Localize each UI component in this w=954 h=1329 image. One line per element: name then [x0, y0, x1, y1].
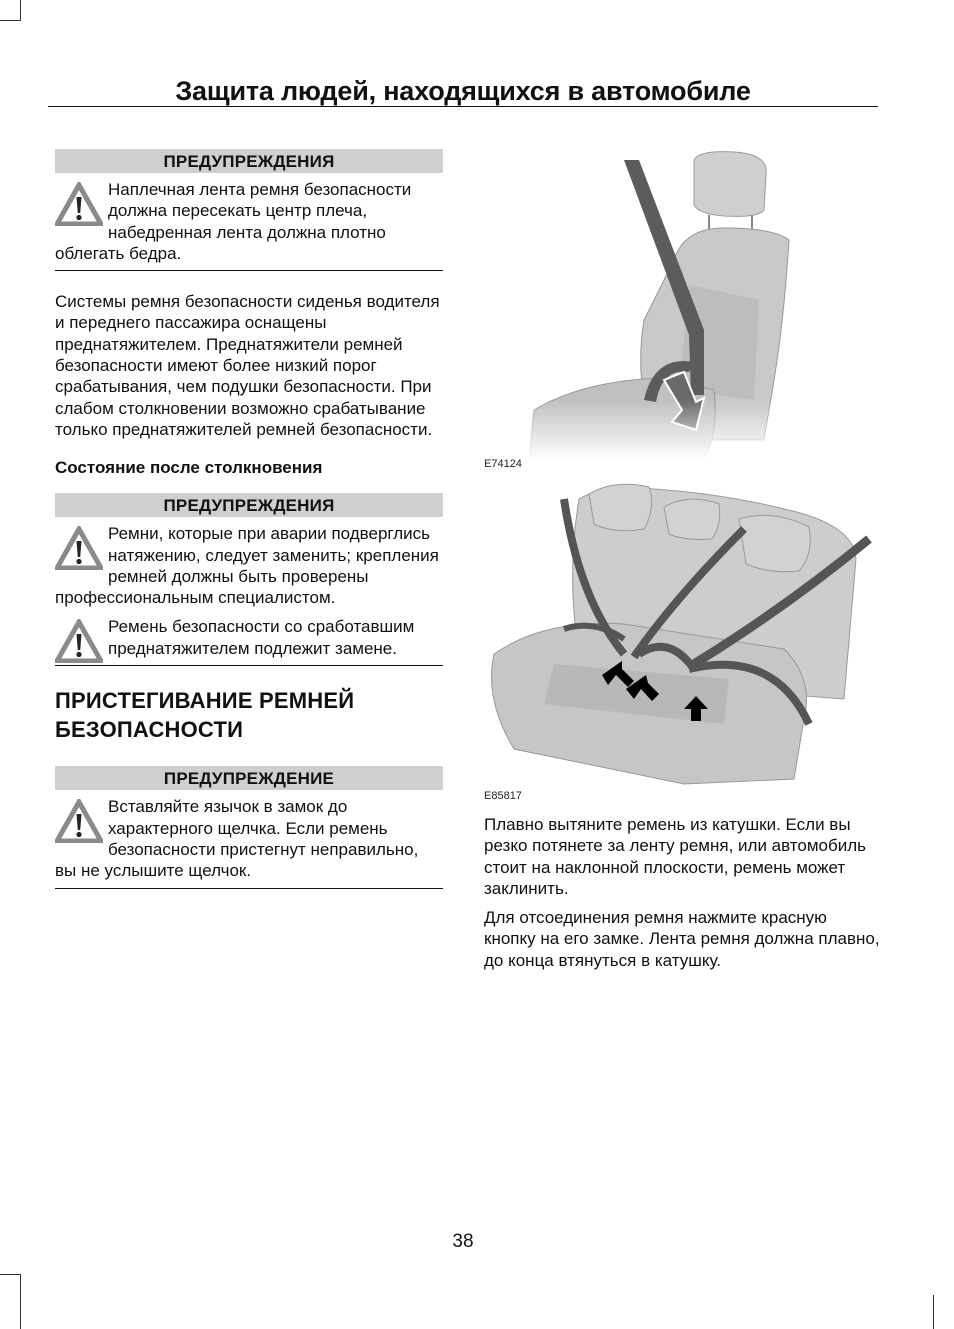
warning-text: Ремень безопасности со сработавшим преднатяжителем подлежит замене.: [108, 617, 415, 658]
warning-heading: ПРЕДУПРЕЖДЕНИЯ: [55, 149, 443, 173]
warning-triangle-icon: [55, 526, 103, 570]
crop-mark-top-left-v: [20, 0, 21, 20]
section-title: ПРИСТЕГИВАНИЕ РЕМНЕЙ БЕЗОПАСНОСТИ: [55, 688, 355, 743]
warning-triangle-icon: [55, 799, 103, 843]
figure-code: E74124: [484, 458, 522, 470]
warning-item: [55, 179, 443, 264]
warning-triangle-icon: [55, 619, 103, 663]
paragraph: Системы ремня безопасности сиденья водителя и переднего пассажира оснащены преднатяжителем. Преднатяжители ремней безопасности имеют более низкий порог срабатывания, чем подушки безопасности. При слабом столкновении возможно срабатывание только преднатяжителей ремней безопасности.: [55, 292, 440, 439]
warning-block: [55, 149, 443, 271]
front-seat-illustration: [484, 140, 880, 460]
warning-text: Вставляйте язычок в замок до характерного щелчка. Если ремень безопасности пристегнут неправильно, вы не услышите щелчок.: [55, 797, 419, 881]
crop-mark-bottom-right-v: [933, 1295, 934, 1329]
warning-heading: ПРЕДУПРЕЖДЕНИЯ: [55, 493, 443, 517]
warning-item: [55, 616, 443, 663]
page-number: 38: [452, 1231, 474, 1252]
paragraph: Плавно вытяните ремень из катушки. Если вы резко потянете за ленту ремня, или автомобиль стоит на наклонной плоскости, ремень может заклинить.: [484, 815, 866, 898]
figure-front-seat: [484, 140, 880, 473]
warning-text: Наплечная лента ремня безопасности должна пересекать центр плеча, набедренная лента должна плотно облегать бедра.: [55, 180, 412, 263]
warning-block: [55, 493, 443, 666]
title-rule: [48, 106, 878, 107]
warning-triangle-icon: [55, 182, 103, 226]
warning-text: Ремни, которые при аварии подверглись натяжению, следует заменить; крепления ремней должны быть проверены профессиональным специалистом.: [55, 524, 439, 608]
left-column: [55, 149, 443, 889]
warning-heading: ПРЕДУПРЕЖДЕНИЕ: [55, 766, 443, 790]
crop-mark-top-left-h: [0, 20, 21, 21]
figure-rear-seat: [484, 479, 880, 814]
crop-mark-bottom-left-v: [20, 1274, 21, 1329]
divider: [55, 888, 443, 889]
rear-seat-illustration: [484, 479, 880, 799]
subheading: Состояние после столкновения: [55, 458, 323, 478]
page-title: Защита людей, находящихся в автомобиле: [175, 76, 751, 107]
figure-code: E85817: [484, 790, 522, 802]
right-column: [484, 140, 880, 971]
warning-item: [55, 796, 443, 881]
divider: [55, 270, 443, 271]
warning-item: [55, 523, 443, 608]
warning-block: [55, 766, 443, 888]
divider: [55, 665, 443, 666]
paragraph: Для отсоединения ремня нажмите красную кнопку на его замке. Лента ремня должна плавно, до конца втянуться в катушку.: [484, 908, 880, 970]
crop-mark-bottom-left-h: [0, 1274, 21, 1275]
